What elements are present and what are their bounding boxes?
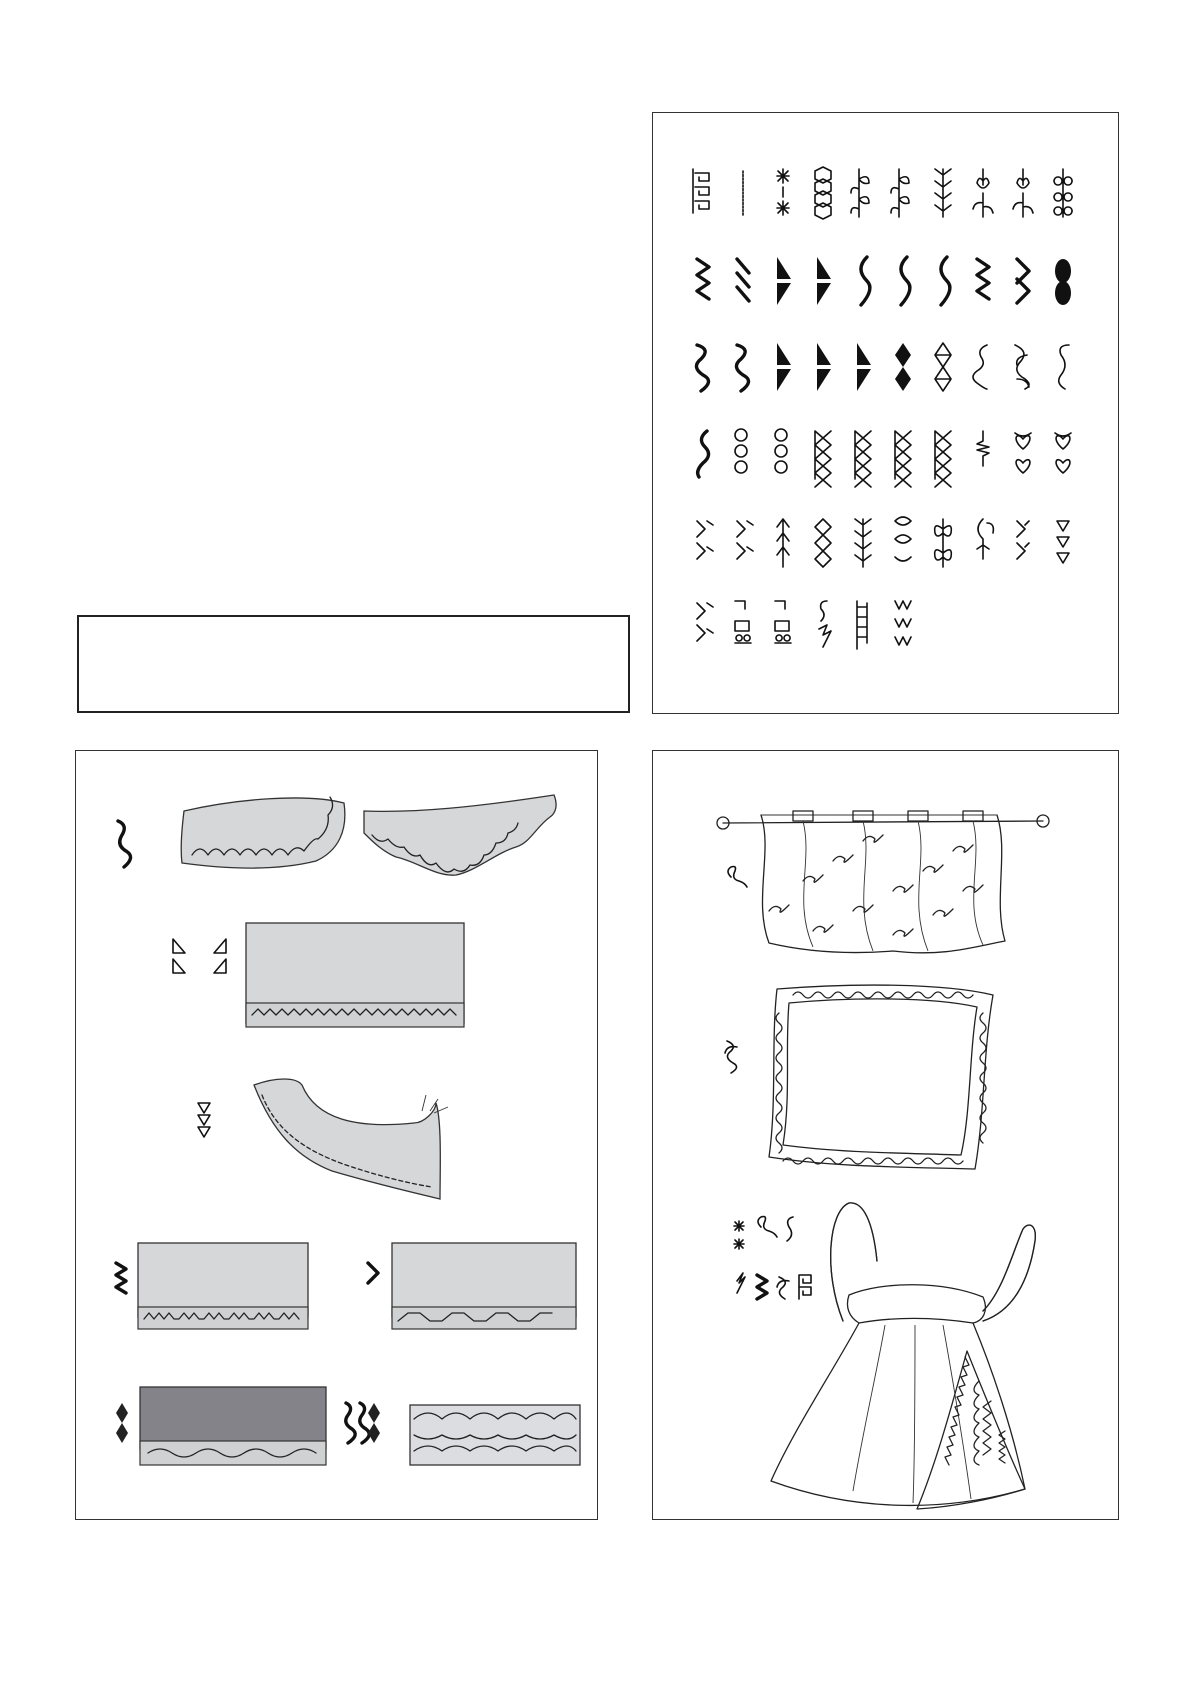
oval-satin-icon: [1055, 259, 1071, 305]
greek-key-icon: [693, 169, 709, 213]
drawstring-bag-illustration: [734, 1203, 1035, 1509]
leaf-scroll-icon: [725, 1041, 737, 1073]
ladder-icon: [857, 601, 867, 649]
cross-stitch-icon: [815, 431, 831, 487]
scallop-satin-icon: [360, 1403, 369, 1443]
scroll-icon: [973, 345, 987, 389]
zigzag-icon: [895, 601, 911, 645]
chevron-satin-icon: [368, 1263, 378, 1283]
s-curve-icon: [787, 1217, 793, 1241]
loop-icon: [735, 429, 747, 473]
scroll-icon: [758, 1217, 777, 1238]
slant-satin-icon: [737, 259, 749, 301]
honeycomb-icon: [815, 167, 831, 219]
note-box: [77, 615, 630, 713]
greek-key-icon: [799, 1275, 811, 1299]
diamond-satin-icon: [116, 1403, 128, 1443]
asterisk-icon: [734, 1221, 744, 1249]
wave-icon: [698, 431, 709, 477]
scallop-satin-icon: [346, 1403, 355, 1443]
leaf-pair-icon: [851, 169, 869, 217]
wave-satin-icon: [861, 257, 870, 305]
applications-panel: [75, 750, 598, 1520]
diamond-chain-icon: [815, 519, 831, 567]
diamond-outline-icon: [935, 343, 951, 391]
collar-edge-illustration: [198, 1079, 448, 1199]
clover-chain-icon: [1054, 169, 1072, 217]
scroll-icon: [728, 867, 747, 888]
scallop-collar-illustration: [118, 795, 556, 875]
chevron-hem-illustration: [368, 1243, 576, 1329]
leaf-pair-icon: [891, 169, 909, 217]
car-icon: [735, 601, 751, 643]
zigzag-hem-illustration: [116, 1243, 308, 1329]
triangle-chain-icon: [1057, 521, 1069, 563]
leaf-icon: [977, 519, 993, 559]
heart-icon: [1015, 433, 1031, 473]
zigzag-arrow-icon: [697, 521, 713, 559]
loop-icon: [775, 429, 787, 473]
chevron-satin-icon: [1017, 259, 1029, 303]
triangle-satin-icon: [777, 257, 791, 305]
triangle-hem-illustration: [173, 923, 464, 1027]
triangle-satin-icon: [817, 343, 831, 391]
feather-branch-icon: [855, 519, 871, 567]
leaf-scroll-icon: [777, 1277, 789, 1299]
triangle-satin-icon: [214, 939, 226, 973]
triangle-satin-icon: [198, 1103, 210, 1137]
rickrack-icon: [977, 431, 989, 466]
diamond-satin-icon: [895, 343, 911, 391]
bracket-icon: [1017, 521, 1029, 559]
curtain-illustration: [717, 811, 1049, 953]
zigzag-satin-icon: [977, 259, 989, 299]
wave-satin-icon: [901, 257, 910, 305]
tulip-icon: [973, 169, 993, 217]
hook-icon: [819, 601, 831, 647]
cross-stitch-icon: [935, 431, 951, 487]
stitch-pattern-chart: [652, 112, 1119, 714]
feather-branch-icon: [935, 169, 951, 217]
wave-satin-icon: [941, 257, 950, 305]
s-curve-icon: [1059, 345, 1069, 389]
heart-icon: [1055, 433, 1071, 473]
butterfly-icon: [935, 519, 952, 567]
triangle-satin-icon: [777, 343, 791, 391]
projects-panel: [652, 750, 1119, 1520]
hook-icon: [737, 1273, 745, 1293]
zigzag-arrow-icon: [737, 521, 753, 559]
zigzag-arrow-icon: [697, 603, 713, 641]
zigzag-satin-icon: [116, 1263, 126, 1293]
scallop-satin-icon: [736, 345, 748, 391]
triangle-satin-icon: [857, 343, 871, 391]
combined-band-illustration: [346, 1403, 580, 1465]
cross-stitch-icon: [855, 431, 871, 487]
triangle-satin-icon: [817, 257, 831, 305]
diamond-hem-illustration: [116, 1387, 326, 1465]
car-icon: [775, 601, 791, 643]
asterisk-icon: [777, 169, 789, 215]
cross-stitch-icon: [895, 431, 911, 487]
arrow-icon: [777, 519, 789, 567]
zigzag-satin-icon: [757, 1275, 767, 1299]
zigzag-satin-icon: [697, 259, 709, 299]
scallop-satin-icon: [696, 345, 708, 391]
leaf-scroll-icon: [1015, 345, 1029, 389]
triangle-satin-icon: [173, 939, 185, 973]
scallop-satin-icon: [118, 821, 131, 867]
scallop-chain-icon: [895, 517, 911, 561]
tulip-icon: [1013, 169, 1033, 217]
tablecloth-illustration: [725, 985, 993, 1169]
